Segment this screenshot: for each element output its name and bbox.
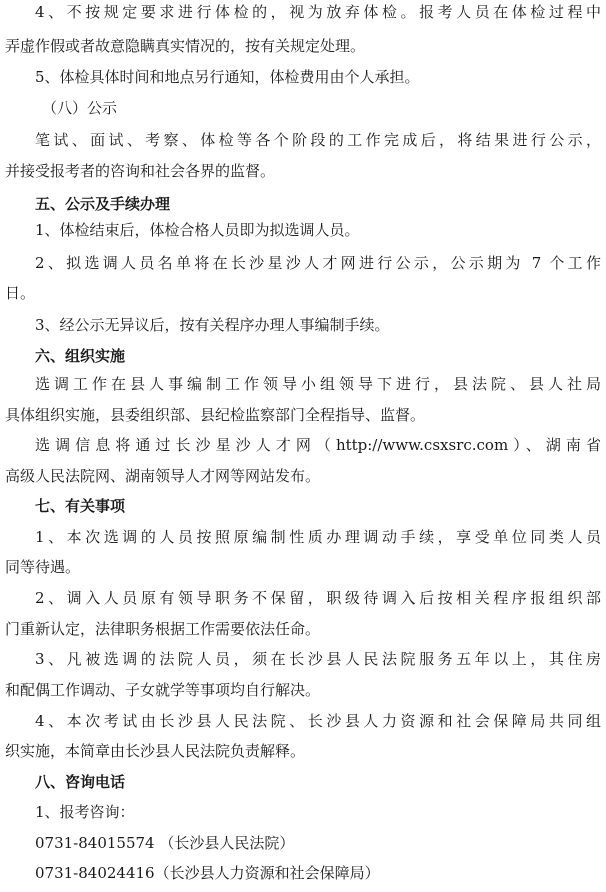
section-heading: 五、公示及手续办理 <box>35 195 171 213</box>
section-heading: 七、有关事项 <box>35 497 126 515</box>
paragraph-line: 1、本次选调的人员按照原编制性质办理调动手续，享受单位同类人员 <box>35 528 601 546</box>
paragraph-line: 4、本次考试由长沙县人民法院、长沙县人力资源和社会保障局共同组 <box>35 712 601 730</box>
contact-phone-line: 0731-84015574 （长沙县人民法院） <box>35 834 295 852</box>
paragraph-line: 1、体检结束后，体检合格人员即为拟选调人员。 <box>35 221 360 239</box>
section-heading: 八、咨询电话 <box>35 773 126 791</box>
paragraph-line: 弄虚作假或者故意隐瞒真实情况的，按有关规定处理。 <box>5 37 366 55</box>
paragraph-line: 并接受报考者的咨询和社会各界的监督。 <box>5 162 276 180</box>
paragraph-line: 具体组织实施，县委组织部、县纪检监察部门全程指导、监督。 <box>5 406 426 424</box>
paragraph-line: 同等待遇。 <box>5 558 81 576</box>
paragraph-line: 日。 <box>5 284 36 302</box>
paragraph-line: 门重新认定，法律职务根据工作需要依法任命。 <box>5 620 321 638</box>
paragraph-line: 选调工作在县人事编制工作领导小组领导下进行，县法院、县人社局 <box>35 375 601 393</box>
paragraph-line: 和配偶工作调动、子女就学等事项均自行解决。 <box>5 681 321 699</box>
paragraph-line: 1、报考咨询： <box>35 803 135 821</box>
paragraph-line: 笔试、面试、考察、体检等各个阶段的工作完成后，将结果进行公示， <box>35 131 601 149</box>
paragraph-line: 3、凡被选调的法院人员，须在长沙县人民法院服务五年以上，其住房 <box>35 650 601 668</box>
paragraph-line: 织实施，本简章由长沙县人民法院负责解释。 <box>5 742 306 760</box>
paragraph-line: 4、不按规定要求进行体检的，视为放弃体检。报考人员在体检过程中 <box>35 3 601 21</box>
subsection-heading: （八）公示 <box>42 99 118 117</box>
section-heading: 六、组织实施 <box>35 347 126 365</box>
paragraph-line: 选调信息将通过长沙星沙人才网（http://www.csxsrc.com）、湖南省 <box>35 436 601 454</box>
paragraph-line: 2、拟选调人员名单将在长沙星沙人才网进行公示，公示期为 7 个工作 <box>35 254 601 272</box>
paragraph-line: 高级人民法院网、湖南领导人才网等网站发布。 <box>5 467 321 485</box>
paragraph-line: 2、调入人员原有领导职务不保留，职级待调入后按相关程序报组织部 <box>35 589 601 607</box>
contact-phone-line: 0731-84024416（长沙县人力资源和社会保障局） <box>35 864 380 882</box>
paragraph-line: 3、经公示无异议后，按有关程序办理人事编制手续。 <box>35 316 390 334</box>
paragraph-line: 5、体检具体时间和地点另行通知，体检费用由个人承担。 <box>35 68 420 86</box>
